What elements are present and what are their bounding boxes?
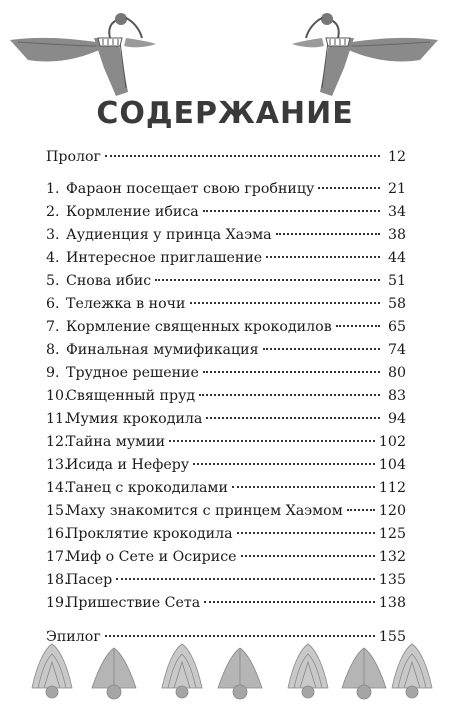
chapter-title: Трудное решение bbox=[66, 365, 199, 381]
chapter-title: Тайна мумии bbox=[66, 434, 166, 450]
dot-leader bbox=[318, 187, 380, 189]
toc-chapter-4[interactable] bbox=[46, 247, 406, 269]
chapter-title: Проклятие крокодила bbox=[66, 526, 233, 542]
dot-leader bbox=[206, 417, 380, 419]
toc-chapter-12[interactable] bbox=[46, 431, 406, 453]
chapter-title: Исида и Неферу bbox=[66, 457, 190, 473]
chapter-number: 9. bbox=[46, 365, 60, 381]
chapter-number: 2. bbox=[46, 204, 60, 220]
chapter-page: 135 bbox=[378, 572, 406, 588]
chapter-title: Кормление священных крокодилов bbox=[66, 319, 332, 335]
chapter-number: 8. bbox=[46, 342, 60, 358]
dot-leader bbox=[204, 601, 375, 603]
toc-chapter-3[interactable] bbox=[46, 224, 406, 246]
chapter-page: 80 bbox=[387, 365, 406, 381]
chapter-title: Пасер bbox=[66, 572, 113, 588]
dot-leader bbox=[193, 463, 375, 465]
chapter-title: Финальная мумификация bbox=[66, 342, 259, 358]
chapter-title: Маху знакомится с принцем Хаэмом bbox=[66, 503, 343, 519]
chapter-number: 17. bbox=[46, 549, 69, 565]
chapter-number: 18. bbox=[46, 572, 69, 588]
dot-leader bbox=[347, 509, 375, 511]
chapter-title: Тележка в ночи bbox=[66, 296, 186, 312]
chapter-page: 51 bbox=[387, 273, 406, 289]
chapter-number: 7. bbox=[46, 319, 60, 335]
chapter-number: 1. bbox=[46, 181, 60, 197]
toc-chapter-5[interactable] bbox=[46, 270, 406, 292]
toc-epilog-page: 155 bbox=[378, 629, 406, 645]
chapter-number: 3. bbox=[46, 227, 60, 243]
chapter-page: 58 bbox=[387, 296, 406, 312]
lotus-ornament-icon bbox=[12, 640, 438, 700]
chapter-page: 38 bbox=[387, 227, 406, 243]
chapter-title: Мумия крокодила bbox=[66, 411, 203, 427]
chapter-page: 94 bbox=[387, 411, 406, 427]
chapter-page: 44 bbox=[387, 250, 406, 266]
chapter-number: 11. bbox=[46, 411, 69, 427]
toc-chapter-17[interactable] bbox=[46, 546, 406, 568]
dot-leader bbox=[190, 302, 381, 304]
dot-leader bbox=[199, 394, 380, 396]
dot-leader bbox=[336, 325, 380, 327]
toc-chapter-18[interactable] bbox=[46, 569, 406, 591]
dot-leader bbox=[105, 635, 375, 637]
toc-chapter-7[interactable] bbox=[46, 316, 406, 338]
chapter-number: 6. bbox=[46, 296, 60, 312]
chapter-page: 83 bbox=[387, 388, 406, 404]
chapter-title: Снова ибис bbox=[66, 273, 152, 289]
dot-leader bbox=[263, 348, 380, 350]
chapter-number: 14. bbox=[46, 480, 69, 496]
chapter-title: Танец с крокодилами bbox=[66, 480, 228, 496]
chapter-title: Священный пруд bbox=[66, 388, 196, 404]
toc-chapter-9[interactable] bbox=[46, 362, 406, 384]
toc-chapter-2[interactable] bbox=[46, 201, 406, 223]
chapter-page: 21 bbox=[387, 181, 406, 197]
toc-epilog-label: Эпилог bbox=[46, 629, 101, 645]
chapter-number: 16. bbox=[46, 526, 69, 542]
chapter-title: Фараон посещает свою гробницу bbox=[66, 181, 315, 197]
chapter-page: 74 bbox=[387, 342, 406, 358]
chapter-title: Пришествие Сета bbox=[66, 595, 201, 611]
dot-leader bbox=[276, 233, 380, 235]
toc-chapter-6[interactable] bbox=[46, 293, 406, 315]
toc-prolog-label: Пролог bbox=[46, 149, 101, 165]
chapter-number: 13. bbox=[46, 457, 69, 473]
ibis-bird-icon bbox=[8, 8, 158, 100]
dot-leader bbox=[116, 578, 375, 580]
chapter-number: 15. bbox=[46, 503, 69, 519]
chapter-page: 112 bbox=[378, 480, 406, 496]
chapter-page: 125 bbox=[378, 526, 406, 542]
ibis-bird-icon bbox=[290, 8, 440, 100]
chapter-title: Интересное приглашение bbox=[66, 250, 263, 266]
chapter-number: 10. bbox=[46, 388, 69, 404]
toc-chapter-10[interactable] bbox=[46, 385, 406, 407]
dot-leader bbox=[203, 210, 380, 212]
toc-chapter-19[interactable] bbox=[46, 592, 406, 614]
chapter-page: 102 bbox=[378, 434, 406, 450]
chapter-page: 104 bbox=[378, 457, 406, 473]
dot-leader bbox=[266, 256, 380, 258]
toc-chapter-11[interactable] bbox=[46, 408, 406, 430]
chapter-number: 19. bbox=[46, 595, 69, 611]
dot-leader bbox=[232, 486, 375, 488]
chapter-number: 12. bbox=[46, 434, 69, 450]
chapter-page: 132 bbox=[378, 549, 406, 565]
dot-leader bbox=[241, 555, 375, 557]
dot-leader bbox=[237, 532, 375, 534]
chapter-title: Аудиенция у принца Хаэма bbox=[66, 227, 272, 243]
toc-chapter-14[interactable] bbox=[46, 477, 406, 499]
toc-prolog-page: 12 bbox=[387, 149, 406, 165]
chapter-page: 65 bbox=[387, 319, 406, 335]
chapter-title: Миф о Сете и Осирисе bbox=[66, 549, 237, 565]
dot-leader bbox=[169, 440, 375, 442]
chapter-number: 4. bbox=[46, 250, 60, 266]
toc-chapter-1[interactable] bbox=[46, 178, 406, 200]
toc-chapter-13[interactable] bbox=[46, 454, 406, 476]
chapter-page: 138 bbox=[378, 595, 406, 611]
dot-leader bbox=[203, 371, 380, 373]
dot-leader bbox=[155, 279, 380, 281]
toc-prolog[interactable] bbox=[46, 146, 406, 168]
chapter-number: 5. bbox=[46, 273, 60, 289]
toc-chapter-16[interactable] bbox=[46, 523, 406, 545]
toc-chapter-15[interactable] bbox=[46, 500, 406, 522]
toc-chapter-8[interactable] bbox=[46, 339, 406, 361]
chapter-page: 34 bbox=[387, 204, 406, 220]
chapter-title: Кормление ибиса bbox=[66, 204, 199, 220]
page-title: СОДЕРЖАНИЕ bbox=[96, 96, 354, 131]
dot-leader bbox=[105, 155, 380, 157]
chapter-page: 120 bbox=[378, 503, 406, 519]
